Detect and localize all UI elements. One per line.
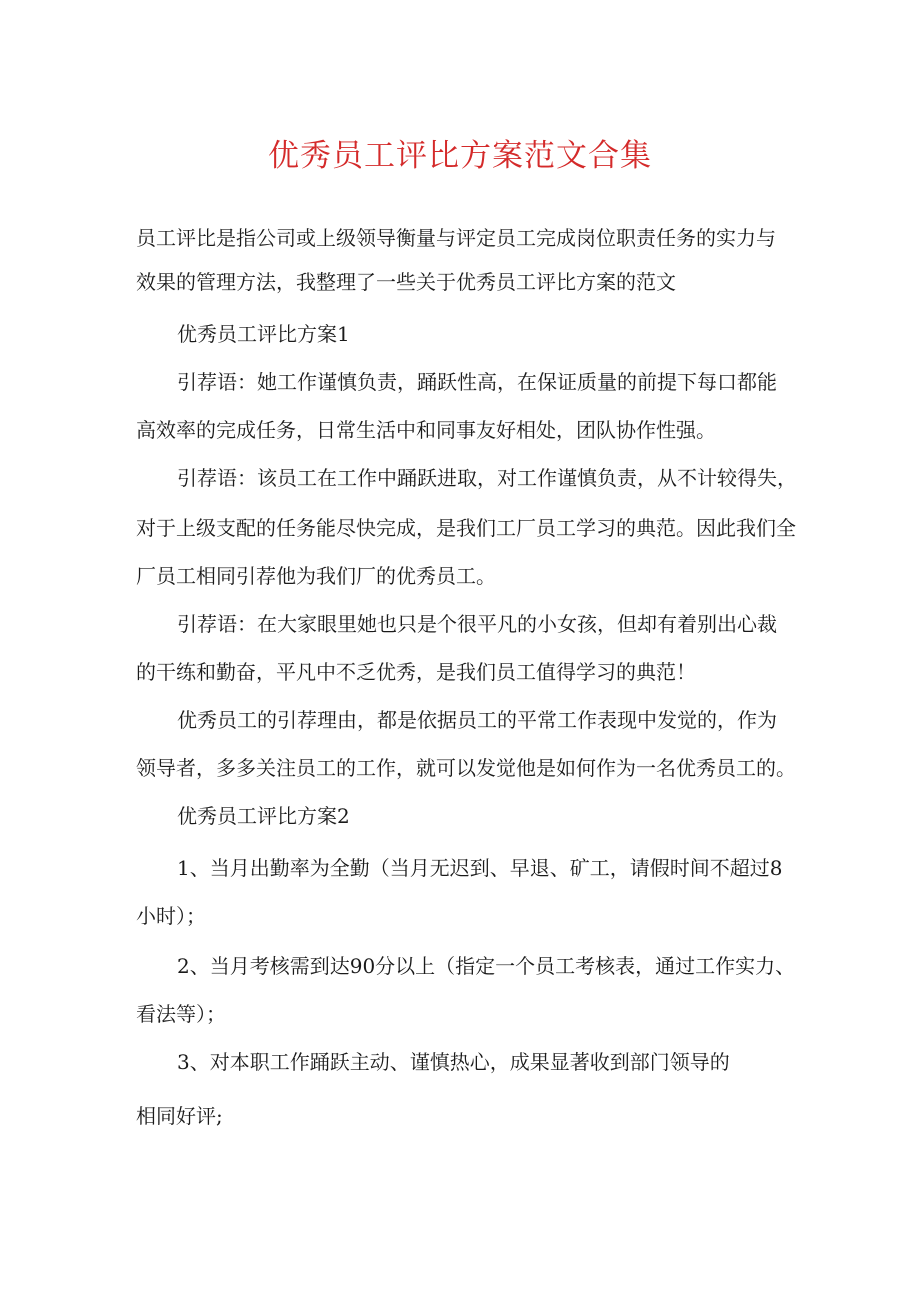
paragraph-line: 员工评比是指公司或上级领导衡量与评定员工完成岗位职责任务的实力与 [136, 226, 776, 250]
paragraph-line: 引荐语：在大家眼里她也只是个很平凡的小女孩，但却有着别出心裁 [177, 612, 777, 636]
paragraph-line: 对于上级支配的任务能尽快完成，是我们工厂员工学习的典范。因此我们全 [136, 516, 796, 540]
list-item-line: 2、当月考核需到达90分以上（指定一个员工考核表，通过工作实力、 [177, 954, 796, 978]
paragraph-line: 高效率的完成任务，日常生活中和同事友好相处，团队协作性强。 [136, 418, 716, 442]
list-item-line: 3、对本职工作踊跃主动、谨慎热心，成果显著收到部门领导的 [177, 1050, 730, 1074]
section-heading: 优秀员工评比方案1 [177, 322, 350, 346]
paragraph-line: 引荐语：该员工在工作中踊跃进取，对工作谨慎负责，从不计较得失， [177, 466, 797, 490]
list-item-line: 1、当月出勤率为全勤（当月无迟到、早退、矿工，请假时间不超过8 [177, 856, 783, 880]
list-item-line: 看法等）； [136, 1002, 226, 1026]
list-item-line: 相同好评; [136, 1104, 223, 1128]
paragraph-line: 效果的管理方法，我整理了一些关于优秀员工评比方案的范文 [136, 270, 676, 294]
paragraph-line: 领导者，多多关注员工的工作，就可以发觉他是如何作为一名优秀员工的。 [136, 756, 796, 780]
document-title: 优秀员工评比方案范文合集 [268, 138, 652, 174]
list-item-line: 小时）； [136, 904, 206, 928]
paragraph-line: 厂员工相同引荐他为我们厂的优秀员工。 [136, 564, 496, 588]
paragraph-line: 优秀员工的引荐理由，都是依据员工的平常工作表现中发觉的，作为 [177, 708, 777, 732]
paragraph-line: 引荐语：她工作谨慎负责，踊跃性高，在保证质量的前提下每口都能 [177, 370, 777, 394]
section-heading: 优秀员工评比方案2 [177, 804, 350, 828]
paragraph-line: 的干练和勤奋，平凡中不乏优秀，是我们员工值得学习的典范！ [136, 660, 696, 684]
